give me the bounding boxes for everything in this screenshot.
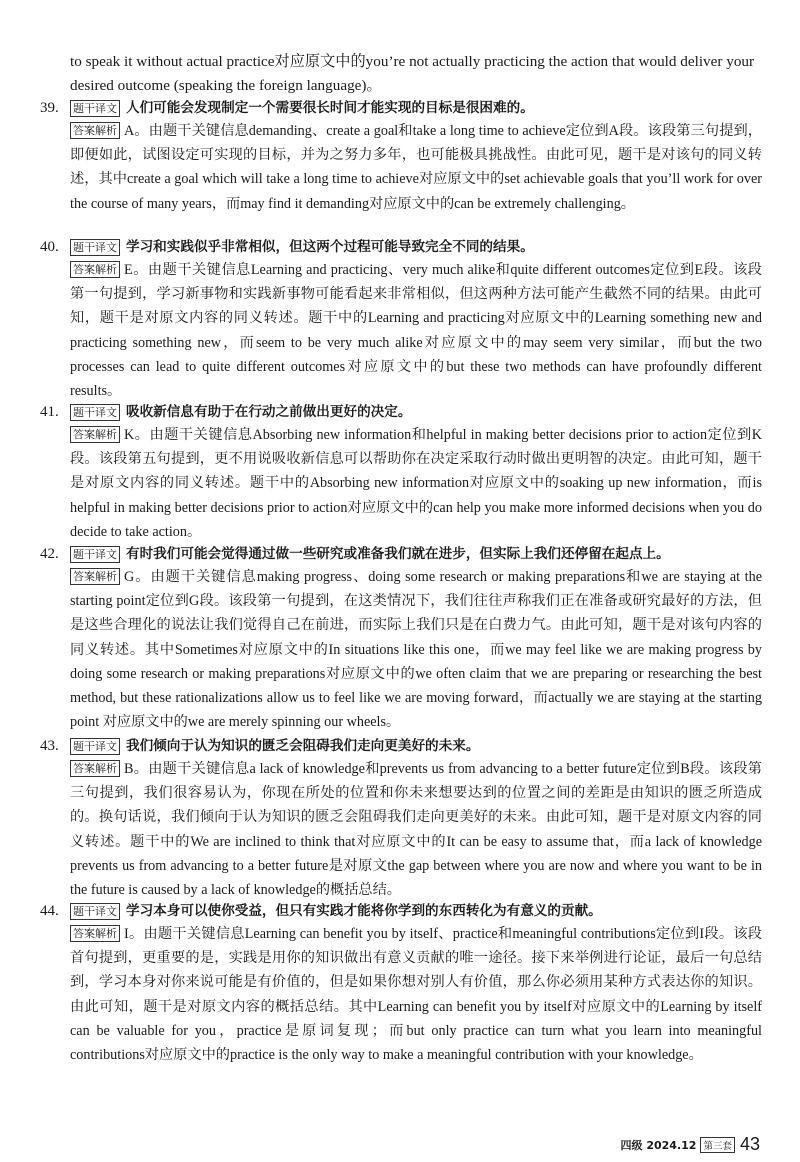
answer-text: K。由题干关键信息Absorbing new information和helpful in making better decisions prior to action定位到K段。该段第五句提到，更不用说吸收新信息可以帮助你在决定采取行动时做出更明智的决定。由此可知，题干是对原文内容的同义转述。题干中的Absorbing new information对应原文中的soaking up new information，而is helpful in making better decisions prior to action对应原文中的can help you make more informed decisions when you do decide to take action。 xyxy=(70,427,762,540)
exam-set-badge: 第三套 xyxy=(700,1137,735,1153)
question-title: 有时我们可能会觉得通过做一些研究或准备我们就在进步，但实际上我们还停留在起点上。 xyxy=(126,546,670,562)
answer-text: G。由题干关键信息making progress、doing some research or making preparations和we are staying at the starting point定位到G段。该段第一句提到，在这类情况下，我们往往声称我们正在准备或研究最好的方法，但是这些合理化的说法让我们觉得自己在前进，而实际上我们只是在白费力气。由此可知，题干是对该句内容的同义转述。其中Sometimes对应原文中的In situations like this one，而we may feel like we are making progress by doing some research or making preparations对应原文中的we often claim that we are preparing or researching the best method, but these rationalizations allow us to feel like we are moving forward，而actually we are staying at the starting point 对应原文中的we are merely spinning our wheels。 xyxy=(70,569,762,731)
answer-text: B。由题干关键信息a lack of knowledge和prevents us from advancing to a better future定位到B段。该段第三句提到，我们很容易认为，你现在所处的位置和你未来想要达到的位置之间的差距是由知识的匮乏所造成的。换句话说，我们倾向于认为知识的匮乏会阻碍我们走向更美好的未来。由此可知，题干是对原文内容的同义转述。题干中的We are inclined to think that对应原文中的It can be easy to assume that，而a lack of knowledge prevents us from advancing to a better future是对原文the gap between where you are now and where you want to be in the future is caused by a lack of knowledge的概括总结。 xyxy=(70,761,762,899)
question-title: 人们可能会发现制定一个需要很长时间才能实现的目标是很困难的。 xyxy=(126,100,534,116)
question-44 xyxy=(40,900,762,1067)
question-translation-tag: 题干译文 xyxy=(70,404,120,421)
exam-edition: 四级 2024.12 xyxy=(620,1138,697,1152)
question-title: 学习和实践似乎非常相似，但这两个过程可能导致完全不同的结果。 xyxy=(126,239,534,255)
answer-analysis-tag: 答案解析 xyxy=(70,925,120,942)
question-title: 吸收新信息有助于在行动之前做出更好的决定。 xyxy=(126,404,412,420)
question-number: 40. xyxy=(40,239,59,255)
question-translation-tag: 题干译文 xyxy=(70,903,120,920)
question-title: 我们倾向于认为知识的匮乏会阻碍我们走向更美好的未来。 xyxy=(126,738,480,754)
question-39 xyxy=(40,97,762,216)
question-number: 39. xyxy=(40,100,59,116)
question-translation-tag: 题干译文 xyxy=(70,738,120,755)
page-footer xyxy=(621,1134,760,1155)
answer-analysis-tag: 答案解析 xyxy=(70,760,120,777)
question-number: 41. xyxy=(40,404,59,420)
question-number: 44. xyxy=(40,903,59,919)
question-40 xyxy=(40,236,762,403)
question-translation-tag: 题干译文 xyxy=(70,100,120,117)
answer-analysis-tag: 答案解析 xyxy=(70,568,120,585)
answer-text: A。由题干关键信息demanding、create a goal和take a long time to achieve定位到A段。该段第三句提到，即便如此，试图设定可实现的目标，并为之努力多年，也可能极具挑战性。由此可见，题干是对该句的同义转述，其中create a goal which will take a long time to achieve对应原文中的set achievable goals that you’ll work for over the course of many years，而may find it demanding对应原文中的can be extremely challenging。 xyxy=(70,123,762,212)
page-number: 43 xyxy=(739,1134,760,1154)
answer-text: E。由题干关键信息Learning and practicing、very much alike和quite different outcomes定位到E段。该段第一句提到，学习新事物和实践新事物可能看起来非常相似，但这两种方法可能产生截然不同的结果。由此可知，题干是对原文内容的同义转述。题干中的Learning and practicing对应原文中的Learning something new and practicing something new，而seem to be very much alike对应原文中的may seem very similar，而but the two processes can lead to quite different outcomes对应原文中的but these two methods can have profoundly different results。 xyxy=(70,262,762,400)
question-41 xyxy=(40,401,762,544)
question-43 xyxy=(40,735,762,902)
question-number: 43. xyxy=(40,738,59,754)
answer-analysis-tag: 答案解析 xyxy=(70,122,120,139)
intro-paragraph: to speak it without actual practice对应原文中的you’re not actually practicing the action that would deliver your desired outcome (speaking the foreign language)。 xyxy=(70,53,755,94)
answer-analysis-tag: 答案解析 xyxy=(70,261,120,278)
answer-text: I。由题干关键信息Learning can benefit you by itself、practice和meaningful contributions定位到I段。该段首句提到，更重要的是，实践是用你的知识做出有意义贡献的唯一途径。接下来举例进行论证，最后一句总结到，学习本身对你来说可能是有价值的，但是如果你想对别人有价值，那么你必须用某种方式表达你的知识。由此可知，题干是对原文内容的概括总结。其中Learning can benefit you by itself对应原文中的Learning by itself can be valuable for you，practice是原词复现；而but only practice can turn what you learn into meaningful contributions对应原文中的practice is the only way to make a meaningful contribution with your knowledge。 xyxy=(70,926,762,1064)
question-title: 学习本身可以使你受益，但只有实践才能将你学到的东西转化为有意义的贡献。 xyxy=(126,903,602,919)
question-translation-tag: 题干译文 xyxy=(70,546,120,563)
question-number: 42. xyxy=(40,546,59,562)
question-42 xyxy=(40,543,762,734)
answer-analysis-tag: 答案解析 xyxy=(70,426,120,443)
question-translation-tag: 题干译文 xyxy=(70,239,120,256)
